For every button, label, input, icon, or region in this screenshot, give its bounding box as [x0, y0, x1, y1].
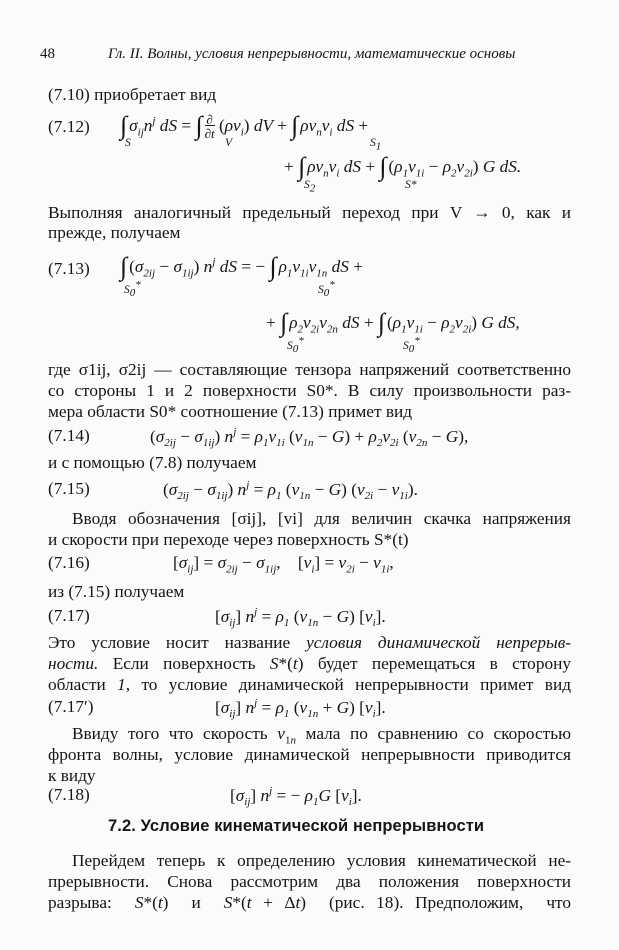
- paragraph-line: прерывности. Снова рассмотрим два положения поверхности: [48, 872, 571, 891]
- paragraph-line: и скорости при переходе через поверхность S*(t): [48, 530, 409, 549]
- paragraph-line: Выполняя аналогичный предельный переход при V → 0, как и: [48, 203, 571, 222]
- equation-label-7-17: (7.17): [48, 606, 90, 625]
- limit-S: S: [125, 137, 131, 149]
- paragraph-line: со стороны 1 и 2 поверхности S0*. В силу произвольности раз-: [48, 381, 571, 400]
- running-title: Гл. II. Волны, условия непрерывности, математические основы: [108, 46, 516, 62]
- paragraph-line: разрыва: S*(t) и S*(t + Δt) (рис. 18). Предположим, что: [48, 893, 571, 912]
- equation-7-12-line2: + ∫ $\rho v_nv_i$ dS + ∫ $(\rho_1v_{1i} - \rho_2v_{2i})$ G dS.: [284, 152, 522, 181]
- limit-Sstar: S*: [405, 179, 417, 191]
- section-heading: 7.2. Условие кинематической непрерывности: [108, 817, 485, 835]
- paragraph-line: и с помощью (7.8) получаем: [48, 453, 257, 472]
- equation-label-7-17-prime: (7.17′): [48, 697, 94, 716]
- equation-7-14: $(\sigma_{2ij} - \sigma_{1ij}) n^j = \rho_1v_{1i}$ $(v_{1n} - G) + \rho_2v_{2i}$ $(v_{2n} - G)$,: [150, 426, 469, 450]
- paragraph-line: из (7.15) получаем: [48, 582, 185, 601]
- limit-S1: $S_1$: [370, 137, 382, 153]
- paragraph-line: фронта волны, условие динамической непрерывности приводится: [48, 745, 571, 764]
- equation-label-7-13: (7.13): [48, 259, 90, 278]
- paragraph-line: мера области S0* соотношение (7.13) примет вид: [48, 402, 413, 421]
- paragraph-line: Это условие носит название условия динамической непрерыв-: [48, 633, 571, 652]
- paragraph-line: Вводя обозначения [σij], [vi] для величин скачка напряжения: [72, 509, 571, 528]
- paragraph-line: где σ1ij, σ2ij — составляющие тензора напряжений соответственно: [48, 360, 571, 379]
- limit-S0star: $S_0^*$: [403, 335, 420, 356]
- limit-S0star: $S_0^*$: [124, 279, 141, 300]
- equation-label-7-14: (7.14): [48, 426, 90, 445]
- paragraph-line: области 1, то условие динамической непрерывности примет вид: [48, 675, 571, 694]
- limit-S0star: $S_0^*$: [318, 279, 335, 300]
- equation-label-7-18: (7.18): [48, 785, 90, 804]
- limit-S2: $S_2$: [304, 179, 316, 195]
- page-number: 48: [40, 46, 55, 62]
- paragraph-line: Перейдем теперь к определению условия кинематической не-: [72, 851, 571, 870]
- limit-V: V: [225, 137, 233, 149]
- paragraph-line: к виду: [48, 766, 96, 785]
- equation-7-16: $[\sigma_{ij}] = \sigma_{2ij} - \sigma_{1ij}$, $[v_i] = v_{2i} - v_{1i}$,: [173, 553, 394, 576]
- equation-7-17: $[\sigma_{ij}] n^j = \rho_1$ $(v_{1n} - G)$ $[v_i]$.: [215, 606, 386, 630]
- equation-label-7-12: (7.12): [48, 117, 90, 136]
- paragraph-line: прежде, получаем: [48, 223, 181, 242]
- equation-7-17-prime: $[\sigma_{ij}] n^j = \rho_1$ $(v_{1n} + G)$ $[v_i]$.: [215, 697, 386, 721]
- equation-7-13-line1: ∫ $(\sigma_{2ij} - \sigma_{1ij})$ $n^j$ dS = − ∫ $\rho_1v_{1i}v_{1n}$ dS +: [120, 252, 363, 281]
- equation-7-18: $[\sigma_{ij}] n^j$ = − $\rho_1G$ $[v_i]$.: [230, 785, 362, 809]
- equation-7-12-line1: ∫ $\sigma_{ij}n^j$ dS = ∫ ∂ ∂t $(\rho v_i)$ dV + ∫ $\rho v_nv_i$ dS +: [120, 111, 369, 142]
- intro-line: (7.10) приобретает вид: [48, 85, 217, 104]
- equation-label-7-16: (7.16): [48, 553, 90, 572]
- equation-7-13-line2: + ∫ $\rho_2v_{2i}v_{2n}$ dS + ∫ $(\rho_1v_{1i} - \rho_2v_{2i})$ G dS,: [266, 308, 520, 337]
- limit-S0star: $S_0^*$: [287, 335, 304, 356]
- equation-label-7-15: (7.15): [48, 479, 90, 498]
- equation-7-15: $(\sigma_{2ij} - \sigma_{1ij}) n^j = \rho_1$ $(v_{1n} - G) (v_{2i} - v_{1i})$.: [163, 479, 418, 503]
- paragraph-line: ности. Если поверхность S*(t) будет перемещаться в сторону: [48, 654, 571, 673]
- paragraph-line: Ввиду того что скорость $v_{1n}$ мала по сравнению со скоростью: [72, 724, 571, 747]
